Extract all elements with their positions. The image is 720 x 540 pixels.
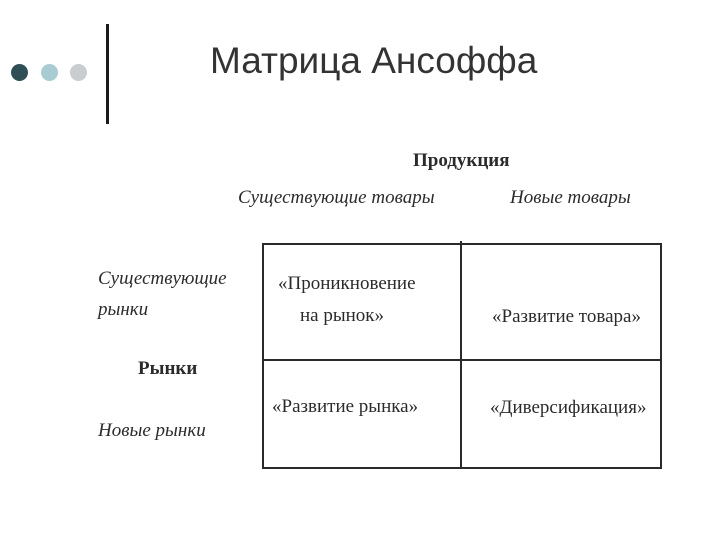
matrix-horizontal-divider xyxy=(264,359,660,361)
existing-markets-label-line2: рынки xyxy=(98,299,149,320)
slide-title: Матрица Ансоффа xyxy=(210,40,538,81)
decor-dot-dark xyxy=(11,64,28,81)
title-divider xyxy=(106,24,109,124)
matrix-vertical-divider xyxy=(460,241,462,469)
cell-market-development: «Развитие рынка» xyxy=(272,396,419,417)
products-heading: Продукция xyxy=(413,150,510,171)
cell-product-development: «Развитие товара» xyxy=(492,306,641,327)
cell-penetration-line2: на рынок» xyxy=(300,305,385,326)
new-markets-label: Новые рынки xyxy=(98,420,206,441)
cell-penetration-line1: «Проникновение xyxy=(278,273,416,294)
new-products-label: Новые товары xyxy=(510,187,631,208)
cell-diversification: «Диверсификация» xyxy=(490,397,647,418)
markets-heading: Рынки xyxy=(138,358,198,379)
existing-markets-label-line1: Существующие xyxy=(98,268,227,289)
existing-products-label: Существующие товары xyxy=(238,187,435,208)
decor-dot-light-blue xyxy=(41,64,58,81)
decor-dot-grey xyxy=(70,64,87,81)
